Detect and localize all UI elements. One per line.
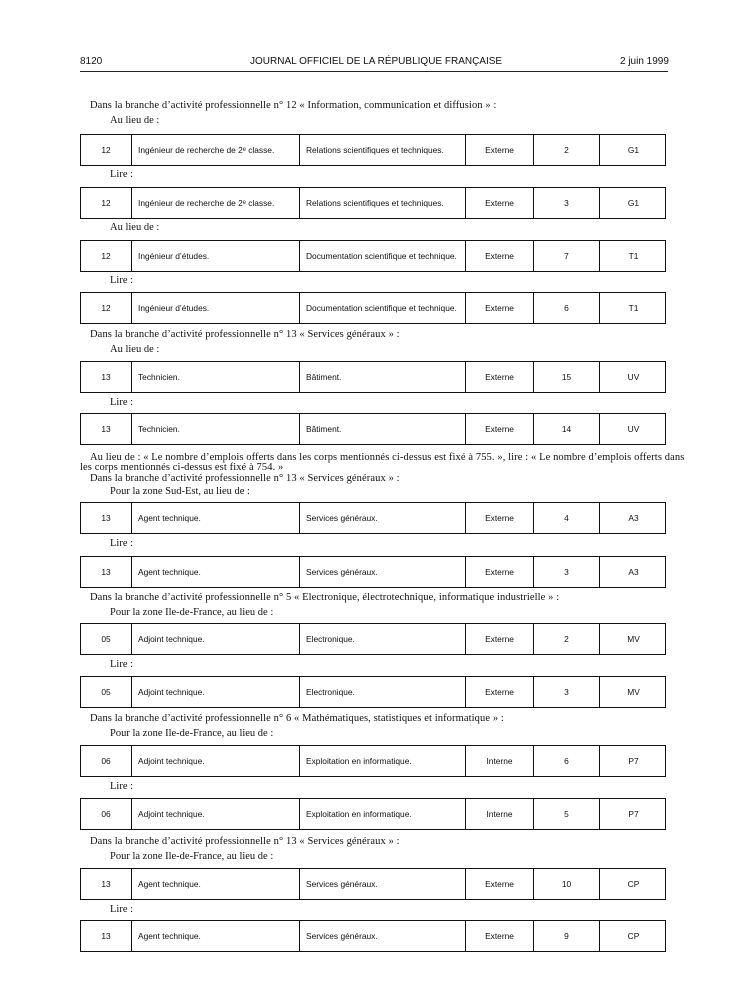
- zone-code-cell: A3: [599, 503, 667, 533]
- posts-count-cell: 3: [533, 557, 599, 587]
- recruitment-type-cell: Externe: [465, 241, 533, 271]
- branch-code-cell: 13: [101, 879, 111, 889]
- recruitment-type-cell: Externe: [465, 293, 533, 323]
- recruitment-type-cell: Externe: [465, 188, 533, 218]
- paragraph-text: Au lieu de : « Le nombre d’emplois offerts dans les corps mentionnés ci-dessus est fixé à 755. », lire : « Le nombre d’emplois offerts dans: [90, 452, 685, 463]
- corps-cell: Adjoint technique.: [131, 799, 299, 829]
- sub-heading-text: Pour la zone Ile-de-France, au lieu de :: [110, 851, 274, 862]
- table-row: [80, 920, 666, 952]
- branch-code-cell: 13: [101, 372, 111, 382]
- recruitment-type-cell: Interne: [465, 746, 533, 776]
- sub-heading-text: Lire :: [110, 538, 134, 549]
- paragraph-text: Dans la branche d’activité professionnelle n° 13 « Services généraux » :: [90, 836, 400, 847]
- specialty-cell: Bâtiment.: [299, 362, 465, 392]
- specialty-cell: Services généraux.: [299, 503, 465, 533]
- corps-cell: Ingénieur de recherche de 2ᵉ classe.: [131, 135, 299, 165]
- recruitment-type-cell: Externe: [465, 414, 533, 444]
- sub-heading-text: Pour la zone Sud-Est, au lieu de :: [110, 486, 250, 497]
- specialty-cell: Exploitation en informatique.: [299, 746, 465, 776]
- sub-heading-text: Lire :: [110, 659, 134, 670]
- journal-title: JOURNAL OFFICIEL DE LA RÉPUBLIQUE FRANÇAISE: [250, 56, 503, 67]
- zone-code-cell: CP: [599, 921, 667, 951]
- corps-cell: Agent technique.: [131, 921, 299, 951]
- table-row: [80, 745, 666, 777]
- branch-code-cell: 12: [101, 145, 111, 155]
- branch-code-cell: 05: [101, 687, 111, 697]
- zone-code-cell: MV: [599, 624, 667, 654]
- branch-code-cell: 13: [101, 931, 111, 941]
- sub-heading-text: Pour la zone Ile-de-France, au lieu de :: [110, 728, 274, 739]
- posts-count-cell: 10: [533, 869, 599, 899]
- paragraph-text: Dans la branche d’activité professionnelle n° 13 « Services généraux » :: [90, 329, 400, 340]
- specialty-cell: Relations scientifiques et techniques.: [299, 135, 465, 165]
- sub-heading-text: Lire :: [110, 397, 134, 408]
- table-row: [80, 556, 666, 588]
- table-row: [80, 502, 666, 534]
- branch-code-cell: 13: [101, 513, 111, 523]
- zone-code-cell: T1: [599, 293, 667, 323]
- branch-code-cell: 05: [101, 634, 111, 644]
- posts-count-cell: 5: [533, 799, 599, 829]
- corps-cell: Ingénieur de recherche de 2ᵉ classe.: [131, 188, 299, 218]
- recruitment-type-cell: Externe: [465, 624, 533, 654]
- posts-count-cell: 6: [533, 746, 599, 776]
- posts-count-cell: 9: [533, 921, 599, 951]
- zone-code-cell: A3: [599, 557, 667, 587]
- corps-cell: Agent technique.: [131, 869, 299, 899]
- posts-count-cell: 4: [533, 503, 599, 533]
- corps-cell: Adjoint technique.: [131, 677, 299, 707]
- header-rule: [80, 71, 668, 72]
- page-number: 8120: [80, 56, 103, 67]
- specialty-cell: Electronique.: [299, 624, 465, 654]
- specialty-cell: Services généraux.: [299, 921, 465, 951]
- branch-code-cell: 06: [101, 809, 111, 819]
- zone-code-cell: G1: [599, 188, 667, 218]
- corps-cell: Ingénieur d’études.: [131, 241, 299, 271]
- table-row: [80, 361, 666, 393]
- posts-count-cell: 3: [533, 188, 599, 218]
- zone-code-cell: UV: [599, 414, 667, 444]
- recruitment-type-cell: Externe: [465, 921, 533, 951]
- corps-cell: Technicien.: [131, 414, 299, 444]
- sub-heading-text: Au lieu de :: [110, 222, 160, 233]
- specialty-cell: Bâtiment.: [299, 414, 465, 444]
- zone-code-cell: UV: [599, 362, 667, 392]
- specialty-cell: Documentation scientifique et technique.: [299, 241, 465, 271]
- sub-heading-text: Lire :: [110, 904, 134, 915]
- recruitment-type-cell: Externe: [465, 557, 533, 587]
- branch-code-cell: 12: [101, 198, 111, 208]
- paragraph-text: Dans la branche d’activité professionnelle n° 13 « Services généraux » :: [90, 473, 400, 484]
- specialty-cell: Services généraux.: [299, 557, 465, 587]
- paragraph-text: Dans la branche d’activité professionnelle n° 5 « Electronique, électrotechnique, informatique industrielle » :: [90, 592, 560, 603]
- recruitment-type-cell: Interne: [465, 799, 533, 829]
- table-row: [80, 798, 666, 830]
- specialty-cell: Documentation scientifique et technique.: [299, 293, 465, 323]
- posts-count-cell: 2: [533, 624, 599, 654]
- sub-heading-text: Lire :: [110, 275, 134, 286]
- zone-code-cell: P7: [599, 746, 667, 776]
- recruitment-type-cell: Externe: [465, 677, 533, 707]
- specialty-cell: Relations scientifiques et techniques.: [299, 188, 465, 218]
- specialty-cell: Exploitation en informatique.: [299, 799, 465, 829]
- posts-count-cell: 3: [533, 677, 599, 707]
- paragraph-text: Dans la branche d’activité professionnelle n° 12 « Information, communication et diffusion » :: [90, 100, 497, 111]
- sub-heading-text: Au lieu de :: [110, 344, 160, 355]
- zone-code-cell: P7: [599, 799, 667, 829]
- corps-cell: Agent technique.: [131, 503, 299, 533]
- zone-code-cell: T1: [599, 241, 667, 271]
- posts-count-cell: 7: [533, 241, 599, 271]
- corps-cell: Ingénieur d’études.: [131, 293, 299, 323]
- branch-code-cell: 12: [101, 251, 111, 261]
- table-row: [80, 868, 666, 900]
- table-row: [80, 623, 666, 655]
- branch-code-cell: 06: [101, 756, 111, 766]
- posts-count-cell: 6: [533, 293, 599, 323]
- paragraph-text: les corps mentionnés ci-dessus est fixé à 754. »: [80, 462, 284, 473]
- specialty-cell: Electronique.: [299, 677, 465, 707]
- recruitment-type-cell: Externe: [465, 135, 533, 165]
- branch-code-cell: 13: [101, 424, 111, 434]
- sub-heading-text: Lire :: [110, 169, 134, 180]
- publication-date: 2 juin 1999: [620, 56, 669, 67]
- sub-heading-text: Lire :: [110, 781, 134, 792]
- specialty-cell: Services généraux.: [299, 869, 465, 899]
- table-row: [80, 676, 666, 708]
- zone-code-cell: MV: [599, 677, 667, 707]
- table-row: [80, 134, 666, 166]
- corps-cell: Technicien.: [131, 362, 299, 392]
- sub-heading-text: Au lieu de :: [110, 115, 160, 126]
- table-row: [80, 240, 666, 272]
- corps-cell: Adjoint technique.: [131, 624, 299, 654]
- zone-code-cell: G1: [599, 135, 667, 165]
- recruitment-type-cell: Externe: [465, 503, 533, 533]
- zone-code-cell: CP: [599, 869, 667, 899]
- corps-cell: Agent technique.: [131, 557, 299, 587]
- table-row: [80, 292, 666, 324]
- posts-count-cell: 2: [533, 135, 599, 165]
- paragraph-text: Dans la branche d’activité professionnelle n° 6 « Mathématiques, statistiques et informatique » :: [90, 713, 504, 724]
- posts-count-cell: 15: [533, 362, 599, 392]
- table-row: [80, 413, 666, 445]
- recruitment-type-cell: Externe: [465, 362, 533, 392]
- posts-count-cell: 14: [533, 414, 599, 444]
- branch-code-cell: 13: [101, 567, 111, 577]
- sub-heading-text: Pour la zone Ile-de-France, au lieu de :: [110, 607, 274, 618]
- branch-code-cell: 12: [101, 303, 111, 313]
- corps-cell: Adjoint technique.: [131, 746, 299, 776]
- recruitment-type-cell: Externe: [465, 869, 533, 899]
- table-row: [80, 187, 666, 219]
